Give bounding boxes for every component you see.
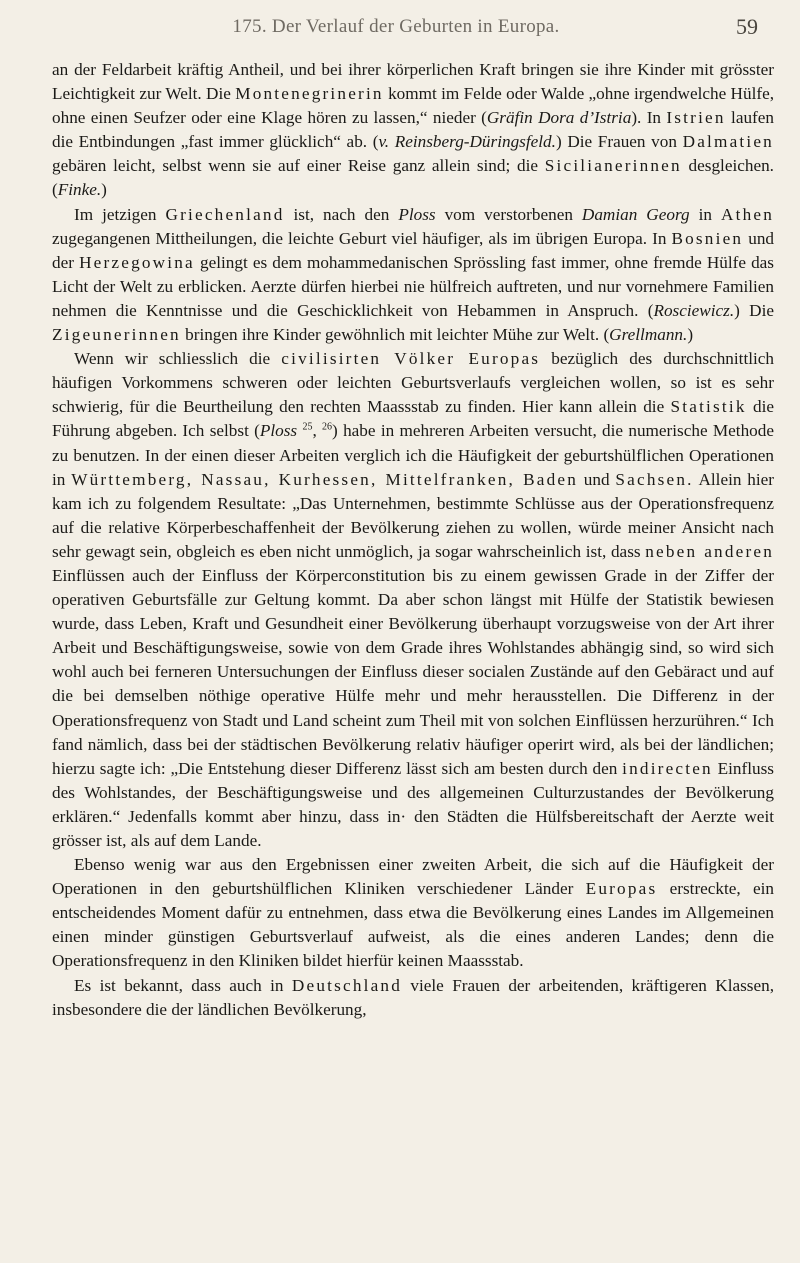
spaced-emphasis: Sicilianerinnen xyxy=(544,156,682,176)
text-run: Ebenso wenig war aus den Ergebnissen einer zweiten Arbeit, die sich auf die Häufigkeit der Operationen in den geburtshülflichen Kliniken verschiedener Länder xyxy=(52,855,774,899)
spaced-emphasis: Athen xyxy=(720,204,774,224)
spaced-emphasis: Istrien xyxy=(666,108,726,128)
text-run: in xyxy=(689,204,721,224)
text-run: ) xyxy=(687,325,694,345)
text-run: ist, nach den xyxy=(284,204,399,224)
spaced-emphasis: Dalmatien xyxy=(682,132,774,152)
italic-citation: Grellmann. xyxy=(609,325,688,345)
text-run: ). In xyxy=(631,108,667,128)
paragraph-p3 xyxy=(52,347,774,853)
text-run: desgleichen. ( xyxy=(52,156,774,200)
spaced-emphasis: Württemberg, Nassau, Kurhessen, Mittelfranken, Baden xyxy=(71,469,578,489)
text-run: die Führung abgeben. Ich selbst ( xyxy=(52,397,774,441)
paragraph-p2 xyxy=(52,203,774,348)
paragraph-p4 xyxy=(52,853,774,973)
italic-citation: Gräfin Dora d’Istria xyxy=(486,108,632,128)
footnote-ref: 25 xyxy=(302,421,313,433)
spaced-emphasis: Deutschland xyxy=(291,975,403,995)
text-run: ) Die xyxy=(734,300,774,320)
text-run: bezüglich des durchschnittlich häufigen Vorkommens schweren oder leichten Geburtsverlaufs vergleichen wollen, so ist es sehr schwierig, für die Beurtheilung den rechten Maassstab zu finden. Hier kann allein die xyxy=(52,349,775,417)
text-run: Wenn wir schliesslich die xyxy=(74,349,282,369)
italic-citation: Ploss xyxy=(259,421,298,441)
text-run: und xyxy=(577,469,616,489)
spaced-emphasis: Sachsen. xyxy=(615,469,694,489)
text-run: gelingt es dem mohammedanischen Sprössling fast immer, ohne fremde Hülfe das Licht der Welt zu erblicken. Aerzte dürfen hierbei nie hülfreich auftreten, und nur vornehmere Familien nehmen die Kenntnisse und die Geschicklichkeit von Hebammen in Anspruch. ( xyxy=(52,252,774,320)
text-run: gebären leicht, selbst wenn sie auf einer Reise ganz allein sind; die xyxy=(52,156,545,176)
running-header xyxy=(0,10,800,50)
spaced-emphasis: Griechenland xyxy=(165,204,285,224)
spaced-emphasis: Bosnien xyxy=(671,228,744,248)
running-title: 175. Der Verlauf der Geburten in Europa. xyxy=(232,16,560,37)
spaced-emphasis: indirecten xyxy=(622,758,713,778)
text-run: viele Frauen der arbeitenden, kräftigeren Klassen, insbesondere die der ländlichen Bevölkerung, xyxy=(52,975,774,1019)
spaced-emphasis: neben anderen xyxy=(645,541,774,561)
text-run: an der Feldarbeit kräftig Antheil, und bei ihrer körperlichen Kraft bringen sie ihre Kinder mit grösster Leichtigkeit zur Welt. Die xyxy=(52,60,774,104)
text-run: zugegangenen Mittheilungen, die leichte Geburt viel häufiger, als im übrigen Europa. In xyxy=(52,228,672,248)
text-run: Allein hier kam ich zu folgendem Resultate: „Das Unternehmen, bestimmte Schlüsse aus der Operationsfrequenz auf die relative Körperbeschaffenheit der Bevölkerung ziehen zu wollen, würde meiner Ansicht nach sehr gewagt sein, obgleich es eben nicht unmöglich, ja sogar wahrscheinlich ist, dass xyxy=(52,469,774,561)
text-run: bringen ihre Kinder gewöhnlich mit leichter Mühe zur Welt. ( xyxy=(180,325,610,345)
footnote-ref: 26 xyxy=(322,421,333,433)
text-run: und der xyxy=(52,228,775,272)
italic-citation: Ploss xyxy=(398,204,436,224)
spaced-emphasis: civilisirten Völker Europas xyxy=(281,349,541,369)
text-run: kommt im Felde oder Walde „ohne irgendwelche Hülfe, ohne einen Seufzer oder eine Klage hören zu lassen,“ nieder ( xyxy=(52,84,774,128)
text-run: Einfluss des Wohlstandes, der Beschäftigungsweise und des allgemeinen Culturzustandes der Bevölkerung erklären.“ Jedenfalls kommt aber hinzu, dass in· den Städten die Hülfsbereitschaft der Aerzte weit grösser ist, als auf dem Lande. xyxy=(52,758,774,850)
spaced-emphasis: Montenegrinerin xyxy=(235,84,384,104)
text-run: ) xyxy=(101,180,107,200)
text-run: ) habe in mehreren Arbeiten versucht, die numerische Methode zu benutzen. In der einen dieser Arbeiten verglich ich die Häufigkeit der geburtshülflichen Operationen in xyxy=(52,421,774,489)
page-number: 59 xyxy=(736,14,758,39)
text-run: Im jetzigen xyxy=(74,204,166,224)
text-run: , xyxy=(312,421,323,441)
text-run: Es ist bekannt, dass auch in xyxy=(74,975,292,995)
italic-citation: Rosciewicz. xyxy=(653,300,735,320)
spaced-emphasis: Europas xyxy=(585,879,658,899)
spaced-emphasis: Herzegowina xyxy=(79,252,195,272)
spaced-emphasis: Statistik xyxy=(670,397,747,417)
body-text xyxy=(52,58,774,1022)
text-run: ) Die Frauen von xyxy=(555,132,683,152)
text-run: vom verstorbenen xyxy=(435,204,582,224)
text-run: erstreckte, ein entscheidendes Moment dafür zu entnehmen, dass etwa die Bevölkerung eines Landes im Allgemeinen einen minder günstigen Geburtsverlauf aufweist, als die eines anderen Landes; denn die Operationsfrequenz in den Kliniken bildet hierfür keinen Maassstab. xyxy=(52,879,775,971)
italic-citation: v. Reinsberg-Düringsfeld. xyxy=(378,132,556,152)
italic-citation: Finke. xyxy=(57,180,102,200)
spaced-emphasis: Zigeunerinnen xyxy=(52,325,181,345)
text-run: Einflüssen auch der Einfluss der Körperconstitution bis zu einem gewissen Grade in der Ziffer der operativen Geburtsfälle zur Geltung kommt. Da aber schon längst mit Hülfe der Statistik bewiesen wurde, dass Leben, Kraft und Gesundheit einer Bevölkerung überhaupt vorzugsweise von der Art ihrer Arbeit und Beschäftigungsweise, sowie von dem Grade ihres Wohlstandes abhängig sind, so wird sich wohl auch bei ferneren Untersuchungen der Einfluss dieser socialen Zustände auf den Gebäract und auf die bei demselben nöthige operative Hülfe mehr und mehr herausstellen. Die Differenz in der Operationsfrequenz von Stadt und Land scheint zum Theil mit von solchen Einflüssen herzurühren.“ Ich fand nämlich, dass bei der städtischen Bevölkerung relativ häufiger operirt wird, als bei der ländlichen; hierzu sagte ich: „Die Entstehung dieser Differenz lässt sich am besten durch den xyxy=(52,565,774,778)
paragraph-p5 xyxy=(52,974,774,1022)
text-run: laufen die Entbindungen „fast immer glücklich“ ab. ( xyxy=(52,108,774,152)
italic-citation: Damian Georg xyxy=(581,204,690,224)
paragraph-p1 xyxy=(52,58,774,203)
